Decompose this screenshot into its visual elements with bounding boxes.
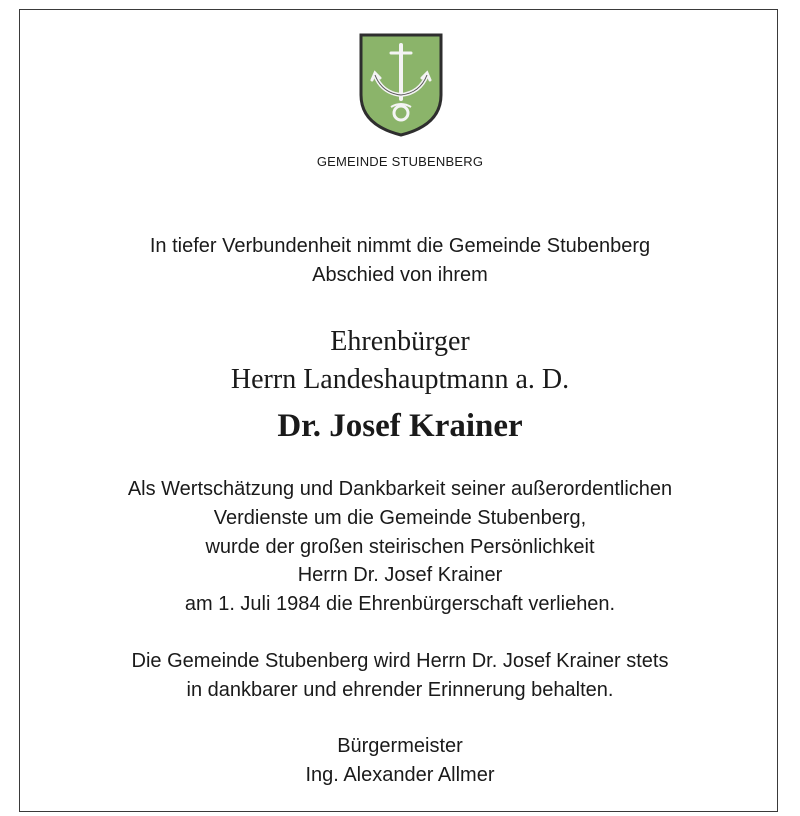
closing-line: in dankbarer und ehrender Erinnerung behalten. [186, 679, 614, 701]
honoree-name: Dr. Josef Krainer [277, 408, 523, 444]
intro-line-2: Abschied von ihrem [312, 264, 488, 286]
closing-line: Die Gemeinde Stubenberg wird Herrn Dr. Josef Krainer stets [131, 650, 669, 672]
tribute-line: Verdienste um die Gemeinde Stubenberg, [213, 507, 587, 529]
tribute-line: am 1. Juli 1984 die Ehrenbürgerschaft verliehen. [184, 593, 616, 615]
organization-name: GEMEINDE STUBENBERG [316, 154, 484, 169]
signature-role: Bürgermeister [337, 735, 463, 757]
tribute-line: Als Wertschätzung und Dankbarkeit seiner außerordentlichen [127, 478, 673, 500]
municipal-crest-icon [358, 33, 444, 137]
tribute-line: wurde der großen steirischen Persönlichkeit [205, 536, 595, 558]
intro-line-1: In tiefer Verbundenheit nimmt die Gemeinde Stubenberg [149, 235, 651, 257]
honoree-title: Ehrenbürger [330, 326, 470, 357]
honoree-office: Herrn Landeshauptmann a. D. [230, 364, 570, 395]
signature-name: Ing. Alexander Allmer [305, 764, 495, 786]
tribute-line: Herrn Dr. Josef Krainer [297, 564, 503, 586]
